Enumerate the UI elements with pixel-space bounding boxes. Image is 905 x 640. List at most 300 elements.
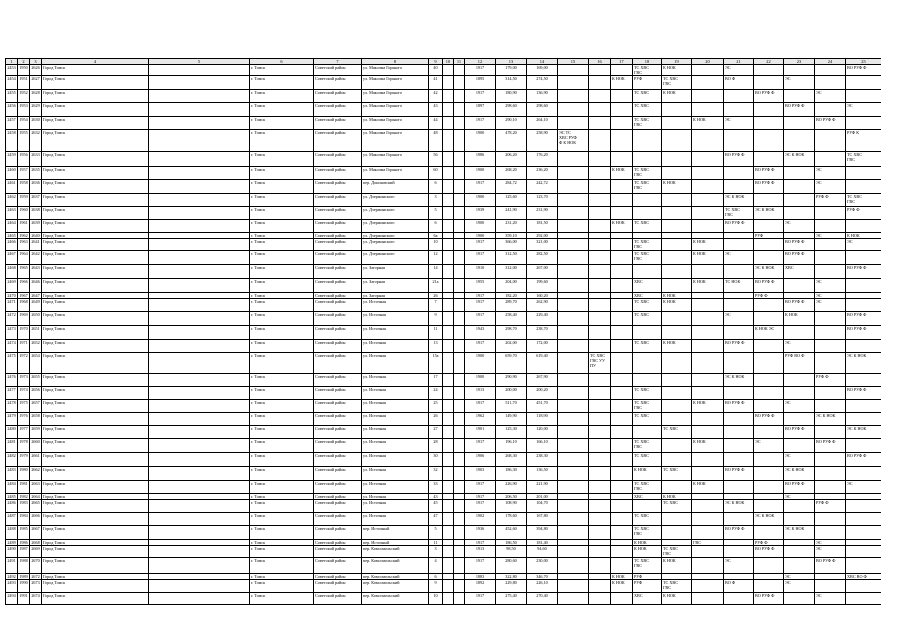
table-cell (454, 374, 465, 387)
table-cell (846, 513, 882, 526)
table-cell: 2672 (31, 574, 40, 579)
table-cell: ВО РУФ Ф (724, 220, 754, 233)
table-cell: Город Томск (42, 130, 149, 152)
table-cell (149, 580, 250, 593)
table-cell (846, 526, 882, 540)
table-cell: 511,70 (496, 400, 527, 413)
table-cell (815, 400, 846, 413)
table-cell (454, 453, 465, 467)
column-number-cell: 20 (692, 59, 724, 65)
table-cell: 2468 (6, 265, 18, 279)
table-cell: г. Томск (250, 580, 314, 593)
table-cell: 1988 (18, 558, 30, 574)
table-row (6, 426, 882, 439)
table-cell: 2465 (7, 233, 16, 238)
table-cell: 41 (429, 76, 443, 90)
table-cell (784, 546, 815, 558)
table-cell (692, 265, 724, 279)
table-cell (754, 453, 784, 467)
table-cell: ул. Максима Горького (362, 130, 429, 152)
table-cell: 26 (429, 293, 443, 299)
table-cell (754, 220, 784, 233)
table-cell (724, 439, 754, 453)
table-cell: Советский район (314, 453, 362, 467)
table-cell: г. Томск (250, 413, 314, 426)
table-cell: 2479 (6, 413, 18, 426)
column-number-cell: 3 (30, 59, 42, 65)
table-cell (724, 546, 754, 558)
table-cell: Советский район (314, 326, 362, 340)
table-cell: 6 (429, 180, 443, 194)
table-cell (589, 76, 611, 90)
table-cell: К НОК (662, 593, 692, 605)
table-cell: 2662 (30, 467, 42, 481)
table-cell (754, 340, 784, 353)
table-cell: Город Томск (42, 374, 149, 387)
table-cell: г. Томск (250, 546, 314, 558)
table-cell: 2475 (6, 353, 18, 374)
table-cell (149, 374, 250, 387)
table-row (6, 312, 882, 326)
table-cell: 2490 (6, 546, 18, 558)
table-cell: ЭС (846, 239, 882, 251)
table-cell: 1968 (18, 299, 30, 312)
table-cell (724, 265, 754, 279)
table-cell: 312,50 (496, 251, 527, 265)
table-cell: 2647 (31, 293, 40, 298)
table-cell: 2659 (30, 426, 42, 439)
table-cell: 1897 (465, 103, 496, 117)
table-cell: РУФ К (846, 130, 882, 152)
table-cell: 1917 (465, 481, 496, 494)
table-cell (149, 340, 250, 353)
table-cell: 1990 (18, 580, 30, 593)
table-cell: Советский район (314, 117, 362, 130)
table-cell: пер. Комсомольский (362, 574, 429, 580)
table-cell: 230,00 (527, 558, 558, 574)
table-cell: Город Томск (42, 453, 149, 467)
table-cell (149, 387, 250, 400)
table-cell: ул. Источная (362, 481, 429, 494)
table-cell: 1991 (18, 593, 30, 605)
table-cell (846, 439, 882, 453)
table-cell (589, 65, 611, 76)
table-cell: ЭС (724, 558, 754, 574)
table-cell (558, 400, 589, 413)
table-cell: ВО РУФ Ф (724, 526, 754, 540)
table-cell: г. Томск (250, 353, 314, 374)
table-cell (558, 546, 589, 558)
table-cell: ЭС (815, 546, 846, 558)
table-cell (611, 251, 633, 265)
table-cell: ТС ХВС ГВС (633, 526, 662, 540)
table-cell: 136,50 (527, 467, 558, 481)
table-cell: 451,70 (527, 400, 558, 413)
table-cell: 1981 (18, 481, 30, 494)
table-cell (558, 426, 589, 439)
table-cell: ул. Дзержинского (362, 233, 429, 239)
table-cell: ЭС (784, 400, 815, 413)
table-cell (454, 439, 465, 453)
table-cell: К НОК (662, 558, 692, 574)
table-cell: 1917 (465, 251, 496, 265)
table-cell (443, 426, 454, 439)
column-number-cell: 22 (754, 59, 784, 65)
table-cell: 47 (429, 513, 443, 526)
table-cell (784, 513, 815, 526)
table-cell: К НОК (611, 580, 633, 593)
table-cell: 1917 (465, 293, 496, 299)
table-cell: 60 (429, 167, 443, 180)
table-cell (454, 500, 465, 513)
table-cell: 7 (429, 299, 443, 312)
table-cell: 2643 (30, 265, 42, 279)
table-cell: 2660 (30, 439, 42, 453)
table-cell: Советский район (314, 526, 362, 540)
table-cell: ул. Дзержинского (362, 207, 429, 220)
table-cell: 2455 (6, 90, 18, 103)
table-cell: г. Томск (250, 340, 314, 353)
table-cell (846, 340, 882, 353)
table-cell (149, 413, 250, 426)
table-cell (754, 400, 784, 413)
table-cell: пер. Источный (362, 540, 429, 546)
table-cell (443, 558, 454, 574)
table-cell: 1900 (465, 220, 496, 233)
table-cell (784, 194, 815, 207)
table-cell: ТС ХВС ГВС (633, 400, 662, 413)
table-cell (815, 426, 846, 439)
table-cell: К НОК (611, 574, 633, 580)
table-cell: 45 (429, 500, 443, 513)
table-cell: 2661 (30, 453, 42, 467)
table-cell (754, 467, 784, 481)
table-cell (558, 453, 589, 467)
table-cell (558, 265, 589, 279)
table-cell (784, 387, 815, 400)
table-cell: ЭС К НОК (754, 513, 784, 526)
table-cell: г. Томск (250, 481, 314, 494)
table-cell: 298,60 (496, 103, 527, 117)
table-cell (815, 152, 846, 167)
table-cell: К НОК ЭС (754, 326, 784, 340)
table-cell: ЭС (784, 494, 815, 500)
table-cell: Город Томск (42, 220, 149, 233)
table-cell: 229,40 (527, 312, 558, 326)
table-cell: 1917 (465, 340, 496, 353)
table-cell (454, 76, 465, 90)
table-cell: 120,00 (527, 426, 558, 439)
table-cell: 241,90 (496, 207, 527, 220)
table-cell (692, 194, 724, 207)
table-cell: К НОК (633, 546, 662, 558)
table-cell: 9 (429, 312, 443, 326)
table-cell (589, 251, 611, 265)
table-cell: 2673 (30, 580, 42, 593)
table-cell (558, 103, 589, 117)
table-cell (454, 426, 465, 439)
table-cell (611, 374, 633, 387)
table-cell (443, 239, 454, 251)
table-cell: 1983 (18, 500, 30, 513)
table-cell: г. Томск (250, 312, 314, 326)
table-row (6, 90, 882, 103)
table-cell (692, 220, 724, 233)
table-cell (589, 180, 611, 194)
table-cell: г. Томск (250, 152, 314, 167)
table-cell: 2639 (30, 220, 42, 233)
table-cell (149, 513, 250, 526)
table-cell: ТС ХВС (662, 467, 692, 481)
table-cell (149, 426, 250, 439)
table-cell: г. Томск (250, 65, 314, 76)
table-cell (724, 239, 754, 251)
table-cell: 2478 (6, 400, 18, 413)
table-cell: ул. Источная (362, 326, 429, 340)
table-cell (846, 593, 882, 605)
table-row (6, 180, 882, 194)
table-cell: ВО РУФ Ф (754, 279, 784, 293)
table-cell (724, 453, 754, 467)
table-cell: 1952 (18, 90, 30, 103)
table-cell (149, 265, 250, 279)
table-cell (149, 353, 250, 374)
table-cell: 2461 (6, 180, 18, 194)
table-cell: Советский район (314, 353, 362, 374)
table-cell (589, 546, 611, 558)
table-cell: 180,90 (496, 90, 527, 103)
table-cell (589, 374, 611, 387)
table-cell: г. Томск (250, 90, 314, 103)
table-cell (724, 481, 754, 494)
table-cell (815, 387, 846, 400)
table-cell: пер. Комсомольский (362, 546, 429, 558)
table-cell: ЭС (846, 481, 882, 494)
table-cell (558, 65, 589, 76)
table-cell: г. Томск (250, 374, 314, 387)
table-cell (558, 340, 589, 353)
table-cell: 1902 (465, 513, 496, 526)
table-cell: ЭС К НОК (724, 374, 754, 387)
table-cell (692, 207, 724, 220)
table-cell (443, 439, 454, 453)
table-cell (662, 279, 692, 293)
table-cell: 1917 (465, 540, 496, 546)
table-row (6, 299, 882, 312)
table-cell (149, 130, 250, 152)
table-cell (454, 312, 465, 326)
column-number-cell: 5 (149, 59, 250, 65)
table-cell (149, 558, 250, 574)
table-cell: 169,00 (527, 65, 558, 76)
table-cell (149, 76, 250, 90)
table-cell: Советский район (314, 312, 362, 326)
table-cell (443, 299, 454, 312)
table-cell: ХВС ВО Ф (846, 574, 882, 580)
table-cell (692, 546, 724, 558)
table-cell: 1960 (18, 207, 30, 220)
table-cell: 28 (429, 439, 443, 453)
table-cell (443, 413, 454, 426)
table-cell: ЭС К НОК (784, 467, 815, 481)
table-cell (784, 117, 815, 130)
table-cell: 42 (429, 90, 443, 103)
table-cell: Город Томск (42, 580, 149, 593)
table-cell (815, 312, 846, 326)
table-cell: 2666 (30, 513, 42, 526)
table-cell (611, 194, 633, 207)
table-cell (443, 513, 454, 526)
table-cell (692, 426, 724, 439)
table-cell: ЭС (724, 117, 754, 130)
table-cell: 181,40 (527, 540, 558, 546)
table-cell (633, 130, 662, 152)
table-cell (589, 513, 611, 526)
table-cell: 2674 (30, 593, 42, 605)
table-cell: 1936 (465, 526, 496, 540)
table-cell: 1980 (18, 467, 30, 481)
table-cell: ВО РУФ Ф (754, 413, 784, 426)
table-cell (443, 220, 454, 233)
table-cell: 3 (429, 546, 443, 558)
table-cell: 2637 (30, 194, 42, 207)
table-cell: Советский район (314, 481, 362, 494)
table-cell: 1917 (465, 439, 496, 453)
table-cell: ВО РУФ Ф (754, 180, 784, 194)
table-cell: ЭС (784, 574, 815, 580)
table-cell: 359,10 (496, 233, 527, 239)
table-cell (611, 413, 633, 426)
table-row (6, 220, 882, 233)
table-cell (662, 353, 692, 374)
table-cell: Город Томск (42, 413, 149, 426)
table-cell (633, 500, 662, 513)
table-cell (784, 207, 815, 220)
table-cell (754, 194, 784, 207)
table-cell: РУФ (633, 580, 662, 593)
table-cell: 1975 (18, 400, 30, 413)
table-cell: 125,60 (496, 194, 527, 207)
table-cell (149, 152, 250, 167)
table-cell: ТС ХВС ГВС УУ ПУ (589, 353, 611, 374)
table-cell (454, 167, 465, 180)
table-cell (662, 374, 692, 387)
table-cell: г. Томск (250, 279, 314, 293)
table-cell (589, 439, 611, 453)
table-cell: К НОК (692, 239, 724, 251)
table-cell: Советский район (314, 130, 362, 152)
housing-register-table (5, 58, 881, 605)
table-row (6, 76, 882, 90)
table-cell: ул. Максима Горького (362, 103, 429, 117)
table-row (6, 152, 882, 167)
table-cell (846, 400, 882, 413)
table-cell (692, 90, 724, 103)
table-cell: Советский район (314, 152, 362, 167)
table-cell (662, 220, 692, 233)
table-cell: ул. Дзержинского (362, 239, 429, 251)
table-cell (815, 103, 846, 117)
table-row (6, 251, 882, 265)
table-cell (558, 90, 589, 103)
table-cell: ТС ХВС (633, 387, 662, 400)
table-cell: Город Томск (42, 558, 149, 574)
table-cell: 1900 (465, 374, 496, 387)
table-cell (589, 593, 611, 605)
table-cell (558, 239, 589, 251)
table-cell (633, 194, 662, 207)
table-cell (454, 180, 465, 194)
table-cell: г. Томск (250, 103, 314, 117)
table-cell (754, 130, 784, 152)
table-cell: Город Томск (42, 526, 149, 540)
table-cell: Город Томск (42, 426, 149, 439)
table-cell: ТС ХВС (633, 299, 662, 312)
column-number-cell: 25 (846, 59, 882, 65)
table-cell (454, 103, 465, 117)
table-cell: 2641 (30, 239, 42, 251)
table-cell: г. Томск (250, 299, 314, 312)
table-cell: 268,20 (496, 167, 527, 180)
table-cell: г. Томск (250, 574, 314, 580)
table-cell: 226,90 (496, 481, 527, 494)
table-cell: 2626 (30, 65, 42, 76)
table-cell (692, 387, 724, 400)
table-cell (692, 76, 724, 90)
table-cell: 176,20 (527, 152, 558, 167)
table-cell (724, 326, 754, 340)
table-cell: 322,80 (496, 574, 527, 580)
table-cell: г. Томск (250, 526, 314, 540)
table-cell: 290,90 (496, 374, 527, 387)
table-cell (611, 279, 633, 293)
table-cell (443, 400, 454, 413)
table-cell (846, 76, 882, 90)
table-cell: г. Томск (250, 387, 314, 400)
table-cell (724, 387, 754, 400)
table-cell: 179,00 (496, 65, 527, 76)
table-cell: ЭС (815, 540, 846, 546)
table-cell: 10 (429, 593, 443, 605)
table-cell (662, 387, 692, 400)
table-cell: 659,70 (496, 353, 527, 374)
table-cell: 2658 (30, 413, 42, 426)
table-cell: 186,30 (496, 467, 527, 481)
table-cell: 1964 (18, 251, 30, 265)
table-cell: 1954 (18, 117, 30, 130)
table-cell (611, 481, 633, 494)
table-cell (454, 580, 465, 593)
table-cell: К НОК (611, 220, 633, 233)
table-cell: Советский район (314, 90, 362, 103)
table-cell: ВО РУФ Ф (815, 117, 846, 130)
table-cell: 2487 (6, 513, 18, 526)
table-cell: г. Томск (250, 239, 314, 251)
table-cell: 1962 (465, 413, 496, 426)
table-cell: 43 (429, 494, 443, 500)
table-cell: ВО РУФ Ф (724, 340, 754, 353)
table-cell: К НОК (662, 299, 692, 312)
table-cell: Советский район (314, 558, 362, 574)
table-row (6, 239, 882, 251)
table-cell (443, 453, 454, 467)
table-cell (589, 167, 611, 180)
table-cell (815, 220, 846, 233)
table-cell (454, 90, 465, 103)
table-cell (846, 220, 882, 233)
table-cell: 2488 (6, 526, 18, 540)
table-cell: г. Томск (250, 220, 314, 233)
